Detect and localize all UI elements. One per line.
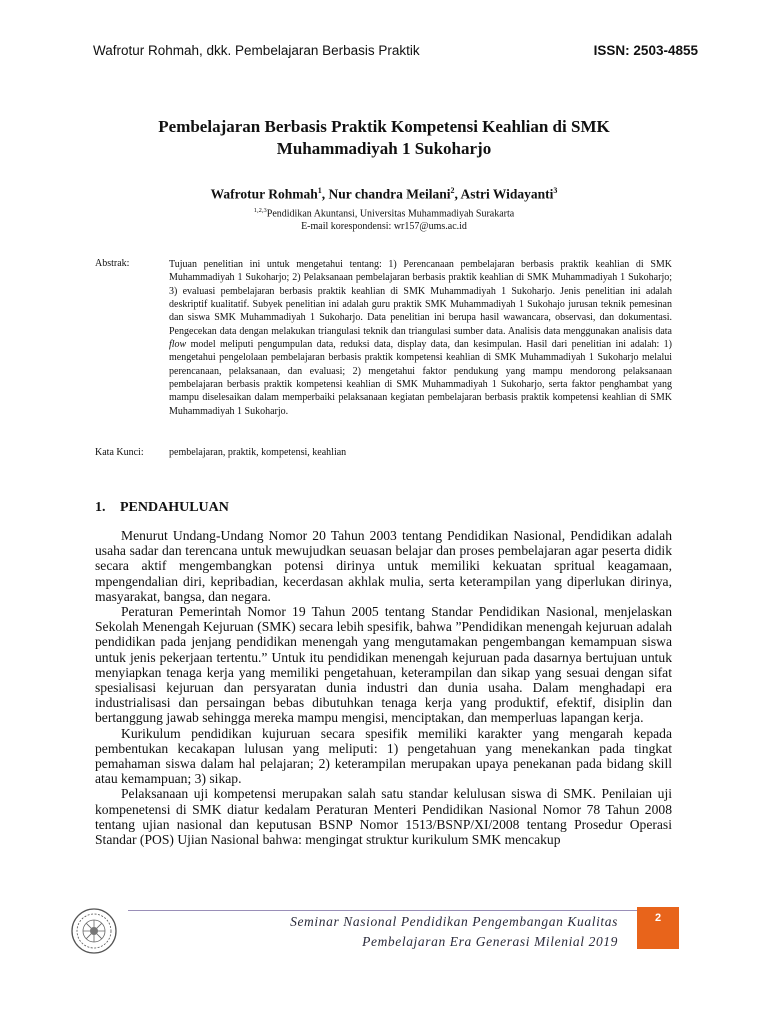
section-number: 1. xyxy=(95,500,106,515)
paper-title-line1: Pembelajaran Berbasis Praktik Kompetensi Keahlian di SMK xyxy=(158,117,610,136)
author-name: Astri Widayanti xyxy=(460,186,554,202)
abstract-text-part1: Tujuan penelitian ini untuk mengetahui tentang: 1) Perencanaan pembelajaran berbasis praktik keahlian di SMK Muhammadiyah 1 Sukoharjo; 2) Pelaksanaan pembelajaran berbasis praktik keahlian di SMK Muhammadiyah 1 Sukoharjo; 3) evaluasi pembelajaran berbasis praktik keahlian di SMK Muhammadiyah 1 Sukoharjo. Jenis penelitian ini adalah deskriptif kualitatif. Subyek penelitian ini adalah guru praktik SMK Muhammadiyah 1 Sukohajo jurusan teknik pemesinan dan siswa SMK Muhammadiyah 1 Sukoharjo. Data penelitian ini berupa hasil wawancara, observasi, dan dokumentasi. Pengecekan data dengan melakukan triangulasi teknik dan triangulasi sumber data. Analisis data menggunakan analisis data xyxy=(169,259,672,337)
body-paragraph: Pelaksanaan uji kompetensi merupakan salah satu standar kelulusan siswa di SMK. Penilaian uji kompenetensi di SMK diatur kedalam Peraturan Menteri Pendidikan Nasional Nomor 78 Tahun 2008 tentang ujian nasional dan keputusan BSNP Nomor 1513/BSNP/XI/2008 tentang Prosedur Operasi Standar (POS) Ujian Nasional bahwa: mengingat struktur kurikulum SMK mencakup xyxy=(95,786,672,848)
section-heading xyxy=(95,500,229,516)
body-paragraph: Menurut Undang-Undang Nomor 20 Tahun 2003 tentang Pendidikan Nasional, Pendidikan adalah usaha sadar dan terencana untuk mewujudkan seuasan belajar dan proses pembelajaran agar peserta didik secara aktif mengembangkan potensi dirinya untuk memiliki kekuatan spritual keagamaan, mpengendalian diri, kepribadian, kecerdasan akhlak mulia, serta keterampilan yang diperlukan dirinya, masyarakat, bangsa, dan negara. xyxy=(95,528,672,604)
footer-line2: Pembelajaran Era Generasi Milenial 2019 xyxy=(362,934,618,949)
university-seal-icon xyxy=(69,906,119,956)
section-title: PENDAHULUAN xyxy=(120,500,229,515)
abstract-text-part2: model meliputi pengumpulan data, reduksi data, display data, dan kesimpulan. Hasil dari penelitian ini adalah: 1) mengetahui pengelolaan pembelajaran berbasis praktik kompetensi keahlian di SMK Muhammadiyah 1 Sukoharjo melalui perencanaan, pelaksanaan, dan evaluasi; 2) mengetahui faktor pendukung yang mampu mendorong pelaksanaan pembelajaran berbasis praktik kompetensi keahlian di SMK Muhammadiyah 1 Sukoharjo, serta faktor penghambat yang mampu diselesaikan dalam memperbaiki pelaksanaan kegiatan pembelajaran berbasis praktik kompetensi keahlian di SMK Muhammadiyah 1 Sukoharjo. xyxy=(169,339,673,417)
abstract-label: Abstrak: xyxy=(95,258,130,269)
issn-label: ISSN: 2503-4855 xyxy=(593,43,698,58)
abstract-text xyxy=(169,258,672,418)
keywords-label: Kata Kunci: xyxy=(95,447,144,458)
page-number-badge: 2 xyxy=(637,907,679,949)
footer-rule xyxy=(128,910,638,911)
affiliation-text: Pendidikan Akuntansi, Universitas Muhammadiyah Surakarta xyxy=(266,208,515,220)
paper-title-line2: Muhammadiyah 1 Sukoharjo xyxy=(276,139,492,158)
affiliation-sup: 1,2,3 xyxy=(253,207,267,214)
author-sup: 2 xyxy=(450,186,455,195)
body-paragraph: Peraturan Pemerintah Nomor 19 Tahun 2005 tentang Standar Pendidikan Nasional, menjelaskan Sekolah Menengah Kejuruan (SMK) secara lebih spesifik, bahwa ”Pendidikan menengah kejuruan adalah pendidikan pada jenjang pendidikan menengah yang mengutamakan pengembangan kemampuan siswa untuk jenis pekerjaan tertentu.” Untuk itu pendidikan menengah kejuruan pada dasarnya bertujuan untuk menyiapkan tenaga kerja yang memiliki pengetahuan, keterampilan dan sikap yang sesuai dengan sifat spesialisasi kejuruan dan persyaratan dunia industri dan dunia usaha. Dalam menghadapi era industrialisasi dan persaingan bebas dibutuhkan tenaga kerja yang produktif, efektif, disiplin dan bertanggung jawab sehingga mereka mampu mengisi, menciptakan, dan memperluas lapangan kerja. xyxy=(95,604,672,726)
author-sup: 3 xyxy=(553,186,558,195)
affiliation-block xyxy=(120,204,648,233)
correspondence-email: E-mail korespondensi: wr157@ums.ac.id xyxy=(301,221,467,233)
paper-title xyxy=(120,116,648,160)
author-name: Nur chandra Meilani xyxy=(328,186,451,202)
section-body xyxy=(95,528,672,847)
body-paragraph: Kurikulum pendidikan kujuruan secara spesifik memiliki karakter yang mengarah kepada pembentukan kecakapan lulusan yang meliputi: 1) pengetahuan yang menekankan pada tingkat pemahaman siswa dalam hal pelajaran; 2) keterampilan merupakan upaya penekanan pada bidang skill atau kemampuan; 3) sikap. xyxy=(95,725,672,787)
author-list: Wafrotur Rohmah$^1$, Nur chandra Meilani$^2$, Astri Widayanti$^3$ xyxy=(210,186,558,202)
abstract-flow-word: flow xyxy=(169,339,187,351)
footer-seminar-title xyxy=(290,912,618,952)
keywords-text: pembelajaran, praktik, kompetensi, keahlian xyxy=(169,447,347,458)
footer-line1: Seminar Nasional Pendidikan Pengembangan Kualitas xyxy=(290,914,618,929)
author-sup: 1 xyxy=(317,186,322,195)
author-name: Wafrotur Rohmah xyxy=(210,186,318,202)
running-header-title: Wafrotur Rohmah, dkk. Pembelajaran Berbasis Praktik xyxy=(93,43,420,58)
